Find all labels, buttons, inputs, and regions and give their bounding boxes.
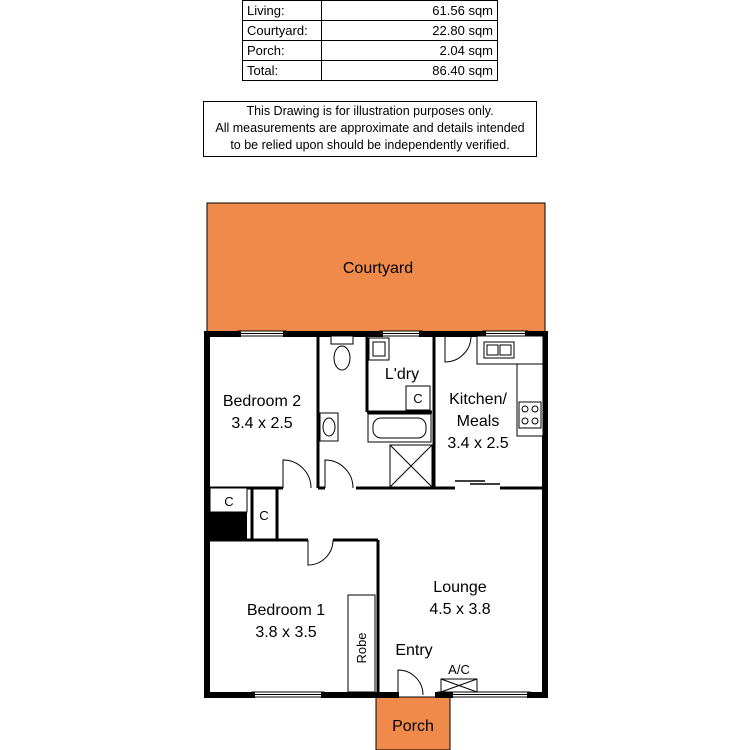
kitchen-size: 3.4 x 2.5 <box>447 435 509 452</box>
door-laundry <box>445 336 471 362</box>
door-bedroom1 <box>308 540 333 565</box>
window <box>380 331 422 336</box>
area-label: Courtyard: <box>243 21 322 41</box>
window <box>252 692 324 697</box>
area-label: Porch: <box>243 41 322 61</box>
cupboard-label: C <box>224 494 234 509</box>
vanity-basin <box>323 418 335 436</box>
window <box>238 331 286 336</box>
area-value: 2.04 sqm <box>322 41 498 61</box>
bedroom1-size: 3.8 x 3.5 <box>255 624 317 641</box>
door-bathroom <box>325 460 353 488</box>
sliding-door <box>455 481 500 484</box>
bedroom2-name: Bedroom 2 <box>222 393 302 410</box>
disclaimer-line: to be relied upon should be independently verified. <box>230 138 510 152</box>
area-value: 22.80 sqm <box>322 21 498 41</box>
kitchen-name: Kitchen/ <box>449 391 507 408</box>
area-label: Total: <box>243 61 322 81</box>
toilet-bowl <box>334 346 350 370</box>
courtyard-label: Courtyard <box>342 260 414 277</box>
cupboard-label: C <box>413 391 423 406</box>
disclaimer-line: All measurements are approximate and details intended <box>215 121 525 135</box>
kitchen-name: Meals <box>456 413 500 430</box>
area-value: 61.56 sqm <box>322 1 498 21</box>
lounge-size: 4.5 x 3.8 <box>429 601 491 618</box>
toilet-cistern <box>331 336 353 344</box>
cooktop <box>519 402 541 428</box>
door-entry <box>398 670 423 695</box>
lounge-name: Lounge <box>433 579 487 596</box>
laundry-label: L'dry <box>384 366 420 383</box>
bedroom2-size: 3.4 x 2.5 <box>231 415 293 432</box>
cupboard-label: C <box>259 508 269 523</box>
bedroom1-name: Bedroom 1 <box>246 602 326 619</box>
wall-block <box>207 512 247 540</box>
door-bedroom2 <box>283 460 311 488</box>
porch-label: Porch <box>392 718 434 735</box>
entry-label: Entry <box>395 642 433 659</box>
window <box>483 331 528 336</box>
robe-label: Robe <box>354 632 369 664</box>
bathtub-inner <box>373 418 426 438</box>
ac-label: A/C <box>448 662 470 677</box>
area-label: Living: <box>243 1 322 21</box>
area-value: 86.40 sqm <box>322 61 498 81</box>
disclaimer-line: This Drawing is for illustration purposes only. <box>246 104 494 118</box>
